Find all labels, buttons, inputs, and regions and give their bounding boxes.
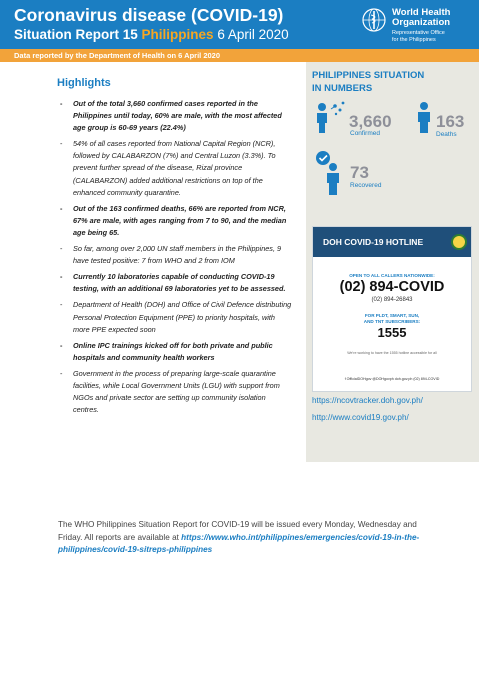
who-emblem-icon bbox=[362, 8, 386, 32]
hotline-note: We're working to have the 1555 hotline accessible for all bbox=[347, 351, 437, 355]
hotline-social-links: f OfficialDOHgov @DOHgovph doh.gov.ph (02) 894-COVID bbox=[344, 377, 440, 381]
hotline-title: DOH COVID-19 HOTLINE bbox=[323, 237, 424, 247]
deaths-person-icon bbox=[412, 100, 436, 134]
confirmed-people-icon bbox=[313, 100, 349, 134]
sitreps-link[interactable]: https://www.who.int/philippines/emergencies/covid-19-in-the-philippines/covid-19-sitreps-philippines bbox=[58, 532, 420, 554]
hotline-short-number[interactable]: 1555 bbox=[377, 325, 407, 340]
report-title: Coronavirus disease (COVID-19) bbox=[14, 5, 284, 25]
highlight-item: - Out of the total 3,660 confirmed cases reported in the Philippines until today, 60% are male, with the most affected age group is 60-69 years (22.4%) bbox=[60, 98, 292, 134]
highlight-item: - Out of the 163 confirmed deaths, 66% are reported from NCR, 67% are male, with ages ranging from 7 to 90, and the median age being 65. bbox=[60, 203, 292, 239]
report-header bbox=[0, 0, 479, 49]
recovered-count: 73 bbox=[350, 163, 369, 182]
hotline-header bbox=[313, 227, 471, 257]
highlight-item: - So far, among over 2,000 UN staff members in the Philippines, 9 have tested positive: 7 from WHO and 2 from IOM bbox=[60, 243, 292, 267]
deaths-count: 163 bbox=[436, 112, 465, 131]
footer-text: The WHO Philippines Situation Report for COVID-19 will be issued every Monday, Wednesday and Friday. All reports are available at bbox=[58, 520, 417, 542]
highlight-item: - Currently 10 laboratories capable of conducting COVID-19 testing, with an additional 69 laboratories yet to be assessed. bbox=[60, 271, 292, 295]
situation-heading: PHILIPPINES SITUATION IN NUMBERS bbox=[312, 70, 425, 94]
recovered-label: Recovered bbox=[350, 182, 382, 189]
doh-hotline-card bbox=[312, 226, 472, 392]
report-footer bbox=[58, 519, 428, 557]
data-source-bar bbox=[0, 49, 479, 62]
data-source-text: Data reported by the Department of Health on 6 April 2020 bbox=[14, 50, 221, 60]
covid19-gov-link[interactable]: http://www.covid19.gov.ph/ bbox=[312, 413, 409, 422]
highlight-item: - Online IPC trainings kicked off for both private and public hospitals and community health workers bbox=[60, 340, 292, 364]
ncov-tracker-link[interactable]: https://ncovtracker.doh.gov.ph/ bbox=[312, 396, 423, 405]
doh-seal-icon bbox=[451, 234, 467, 250]
hotline-subscribers-line1: FOR PLDT, SMART, SUN, bbox=[364, 313, 420, 318]
highlights-heading: Highlights bbox=[57, 77, 111, 89]
who-office: Representative Office for the Philippines bbox=[392, 30, 445, 43]
confirmed-label: Confirmed bbox=[350, 130, 380, 137]
hotline-open-label: OPEN TO ALL CALLERS NATIONWIDE: bbox=[349, 273, 435, 278]
report-date: 6 April 2020 bbox=[217, 27, 289, 42]
hotline-subscribers-line2: AND TNT SUBSCRIBERS: bbox=[363, 319, 421, 324]
who-name: World Health Organization bbox=[392, 7, 451, 28]
recovered-person-icon bbox=[315, 150, 347, 196]
confirmed-count: 3,660 bbox=[349, 112, 392, 131]
highlights-list bbox=[60, 98, 292, 420]
report-number: Situation Report 15 bbox=[14, 27, 138, 42]
hotline-alt-number[interactable]: (02) 894-26843 bbox=[371, 297, 413, 303]
hotline-main-number[interactable]: (02) 894-COVID bbox=[339, 279, 445, 295]
highlight-item: - 54% of all cases reported from National Capital Region (NCR), followed by CALABARZON (7%) and Central Luzon (3.3%). To prevent further spread of the disease, Rizal province (CALABARZON) added additional restrictions on top of the enhanced community quarantine. bbox=[60, 138, 292, 198]
deaths-label: Deaths bbox=[436, 131, 457, 138]
report-country: Philippines bbox=[141, 27, 214, 42]
highlight-item: - Department of Health (DOH) and Office of Civil Defence distributing Personal Protection Equipment (PPE) to priority hospitals, with more PPE expected soon bbox=[60, 299, 292, 335]
report-subtitle bbox=[14, 27, 289, 42]
highlight-item: - Government in the process of preparing large-scale quarantine facilities, while Local Government Units (LGU) with support from NGOs and private sector are setting up community isolation centres. bbox=[60, 368, 292, 416]
